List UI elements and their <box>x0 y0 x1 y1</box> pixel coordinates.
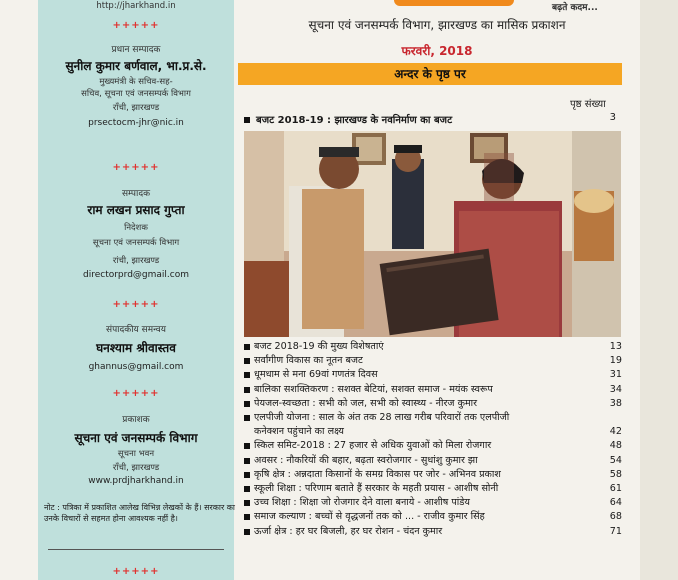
coordinator-name: घनश्याम श्रीवास्तव <box>96 341 176 355</box>
editor-name: राम लखन प्रसाद गुप्ता <box>87 203 185 217</box>
publisher-role: प्रकाशक <box>122 415 150 425</box>
toc-item[interactable] <box>244 397 634 411</box>
budget-handover-photo <box>244 131 621 337</box>
toc-item-page: 13 <box>609 341 622 352</box>
department-line: सूचना एवं जनसम्पर्क विभाग, झारखण्ड का मासिक प्रकाशन <box>308 18 566 32</box>
chief-editor-desc-1: मुख्यमंत्री के सचिव-सह- <box>99 77 173 87</box>
bullet-square-icon <box>244 443 250 449</box>
toc-item-page: 58 <box>609 468 622 480</box>
toc-item-page: 61 <box>609 483 622 495</box>
editor-role: सम्पादक <box>121 189 151 199</box>
toc-item[interactable] <box>244 482 634 496</box>
coordinator-email: ghannus@gmail.com <box>88 362 184 372</box>
toc-item-title: समाज कल्याण : बच्चों से वृद्धजनों तक को ... - राजीव कुमार सिंह <box>254 511 485 523</box>
bullet-square-icon <box>244 387 250 393</box>
bullet-square-icon <box>244 401 250 407</box>
bullet-square-icon <box>244 486 250 492</box>
bullet-square-icon <box>244 372 250 378</box>
bullet-square-icon <box>244 344 250 350</box>
toc-item-page: 71 <box>609 525 622 537</box>
toc-item[interactable] <box>244 454 634 468</box>
toc-item-page: 38 <box>609 397 622 409</box>
chief-editor-name: सुनील कुमार बर्णवाल, भा.प्र.से. <box>65 59 207 73</box>
toc-item-title: पेयजल-स्वच्छता : सभी को जल, सभी को स्वास्थ्य - नीरज कुमार <box>254 397 478 409</box>
toc-item-page: 42 <box>609 426 622 438</box>
bullet-square-icon <box>244 358 250 364</box>
toc-item-title: एलपीजी योजना : साल के अंत तक 28 लाख गरीब परिवारों तक एलपीजी <box>254 412 510 424</box>
contents-page <box>234 0 640 580</box>
page-number-label: पृष्ठ संख्या <box>570 99 606 110</box>
toc-item[interactable] <box>244 510 634 524</box>
publisher-building: सूचना भवन <box>117 449 155 459</box>
lead-article-page: 3 <box>609 112 616 123</box>
masthead-tagline: बढ़ते कदम... <box>552 3 598 13</box>
credits-column <box>38 0 234 580</box>
bullet-square-icon <box>244 529 250 535</box>
issue-month: फरवरी, 2018 <box>401 44 473 58</box>
publisher-site: www.prdjharkhand.in <box>88 476 184 486</box>
chief-editor-email: prsectocm-jhr@nic.in <box>88 118 184 128</box>
toc-item-page: 19 <box>609 355 622 367</box>
toc-item-title: स्किल समिट-2018 : 27 हजार से अधिक युवाओं को मिला रोजगार <box>254 440 492 452</box>
stars-divider: +++++ <box>112 20 160 31</box>
toc-item-title: कृषि क्षेत्र : अन्नदाता किसानों के समग्र विकास पर जोर - अभिनव प्रकाश <box>254 468 501 480</box>
toc-item-page: 64 <box>609 497 622 509</box>
toc-item[interactable] <box>244 439 634 453</box>
stars-divider: +++++ <box>112 162 160 173</box>
top-url: http://jharkhand.in <box>96 1 176 11</box>
bullet-square-icon <box>244 458 250 464</box>
coordinator-role: संपादकीय समन्वय <box>105 325 166 335</box>
publisher-name: सूचना एवं जनसम्पर्क विभाग <box>74 431 198 445</box>
chief-editor-desc-2: सचिव, सूचना एवं जनसम्पर्क विभाग <box>81 89 191 99</box>
masthead-logo <box>394 0 514 6</box>
toc-item[interactable] <box>244 368 634 382</box>
toc-item-page: 31 <box>609 369 622 381</box>
toc-item-continued[interactable] <box>244 425 634 439</box>
bullet-square-icon <box>244 514 250 520</box>
editor-email: directorprd@gmail.com <box>83 270 189 280</box>
toc-item[interactable] <box>244 383 634 397</box>
bullet-square-icon <box>244 500 250 506</box>
stars-divider: +++++ <box>112 299 160 310</box>
toc-item-page: 48 <box>609 440 622 452</box>
toc-item-title: धूमधाम से मना 69वां गणतंत्र दिवस <box>254 369 378 381</box>
inside-pages-heading: अन्दर के पृष्ठ पर <box>238 63 622 85</box>
toc-item-title: बालिका सशक्तिकरण : सशक्त बेटियां, सशक्त समाज - मयंक स्वरूप <box>254 383 493 395</box>
toc-item[interactable] <box>244 354 634 368</box>
chief-editor-city: राँची, झारखण्ड <box>112 103 160 113</box>
toc-item-title: कनेक्शन पहुंचाने का लक्ष्य <box>254 426 344 438</box>
bullet-square-icon <box>244 117 250 123</box>
toc-item-title: सर्वांगीण विकास का नूतन बजट <box>254 355 363 367</box>
toc-item-page: 34 <box>609 383 622 395</box>
toc-item-title: बजट 2018-19 की मुख्य विशेषताएं <box>254 341 384 352</box>
toc-item[interactable] <box>244 468 634 482</box>
toc-item-title: उच्च शिक्षा : शिक्षा जो रोजगार देने वाला बनाये - आशीष पांडेय <box>254 497 470 509</box>
toc-item[interactable] <box>244 411 634 425</box>
page-margin <box>640 0 678 580</box>
chief-editor-role: प्रधान सम्पादक <box>111 45 161 55</box>
lead-article[interactable] <box>244 112 624 126</box>
contents-list <box>244 340 634 539</box>
editor-title: निदेशक <box>124 223 148 233</box>
toc-item-title: अवसर : नौकरियों की बहार, बढ़ता स्वरोजगार - सुधांशु कुमार झा <box>254 454 478 466</box>
toc-item[interactable] <box>244 525 634 539</box>
toc-item-title: स्कूली शिक्षा : परिणाम बताते हैं सरकार के महती प्रयास - आशीष सोनी <box>254 483 499 495</box>
editor-city: रांची, झारखण्ड <box>112 256 160 266</box>
disclaimer-note: नोट : पत्रिका में प्रकाशित आलेख विभिन्न लेखकों के हैं। सरकार का उनके विचारों से सहमत होना आवश्यक नहीं है। <box>44 503 235 523</box>
toc-item[interactable] <box>244 340 634 354</box>
stars-divider: +++++ <box>112 388 160 399</box>
bullet-square-icon <box>244 415 250 421</box>
stars-divider: +++++ <box>112 566 160 577</box>
editor-dept: सूचना एवं जनसम्पर्क विभाग <box>92 238 180 248</box>
toc-item[interactable] <box>244 496 634 510</box>
toc-item-title: ऊर्जा क्षेत्र : हर घर बिजली, हर घर रोशन - चंदन कुमार <box>254 525 443 537</box>
publisher-city: राँची, झारखण्ड <box>112 463 160 473</box>
toc-item-page: 54 <box>609 454 622 466</box>
divider <box>48 549 224 550</box>
bullet-square-icon <box>244 472 250 478</box>
toc-item-page: 68 <box>609 511 622 523</box>
lead-article-title: बजट 2018-19 : झारखण्ड के नवनिर्माण का बजट <box>256 115 453 126</box>
